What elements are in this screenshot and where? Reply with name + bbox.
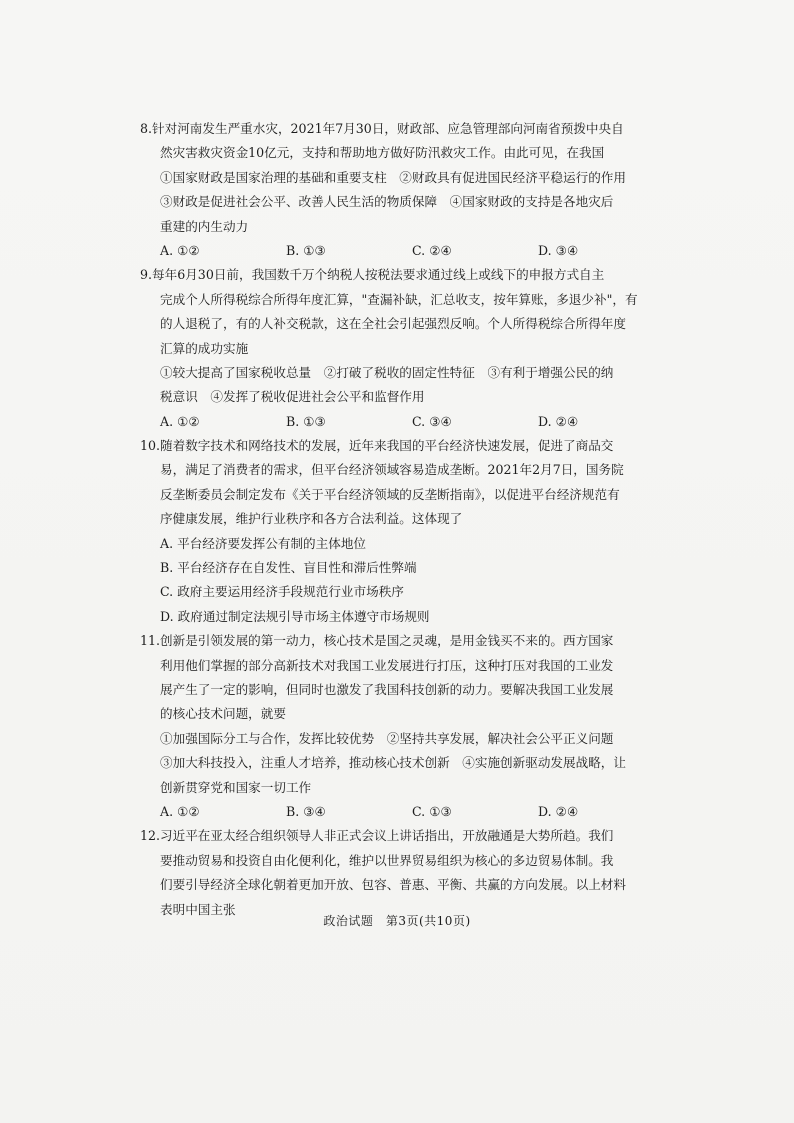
option-a: A. ①②	[160, 413, 200, 429]
option-d: D. 政府通过制定法规引导市场主体遵守市场规则	[160, 608, 430, 624]
option-c: C. ②④	[412, 242, 452, 258]
page-footer: 政治试题 第3页(共10页)	[323, 914, 471, 928]
question-11-stem-line: 的核心技术问题，就要	[160, 706, 286, 722]
option-c: C. ③④	[412, 413, 452, 429]
question-12	[140, 824, 640, 922]
question-9-statement-line: ①较大提高了国家税收总量 ②打破了税收的固定性特征 ③有利于增强公民的纳	[160, 364, 614, 380]
question-area	[140, 117, 640, 922]
question-8-stem-line: 8.针对河南发生严重水灾，2021年7月30日，财政部、应急管理部向河南省预拨中央自	[140, 121, 624, 136]
option-d: D. ③④	[538, 242, 579, 258]
option-b: B. 平台经济存在自发性、盲目性和滞后性弊端	[160, 560, 417, 576]
question-8-stem-line: 然灾害救灾资金10亿元，支持和帮助地方做好防汛救灾工作。由此可见，在我国	[160, 145, 605, 161]
question-9-stem-line: 的人退税了，有的人补交税款，这在全社会引起强烈反响。个人所得税综合所得年度	[160, 316, 626, 332]
question-9	[140, 263, 640, 434]
question-12-stem-line: 要推动贸易和投资自由化便利化，维护以世界贸易组织为核心的多边贸易体制。我	[160, 852, 614, 868]
question-10-stem-line: 10.随着数字技术和网络技术的发展，近年来我国的平台经济快速发展，促进了商品交	[140, 438, 614, 454]
question-10-stem-line: 序健康发展，维护行业秩序和各方合法利益。这体现了	[160, 511, 463, 527]
question-9-stem-line: 汇算的成功实施	[160, 340, 249, 356]
question-9-options	[140, 410, 640, 434]
option-d: D. ②④	[538, 413, 579, 429]
question-9-stem-line: 完成个人所得税综合所得年度汇算，"查漏补缺，汇总收支，按年算账，多退少补"，有	[160, 291, 638, 307]
question-8-statement-line: 重建的内生动力	[160, 218, 249, 234]
question-10-stem-line: 反垄断委员会制定发布《关于平台经济领域的反垄断指南》，以促进平台经济规范有	[160, 486, 620, 502]
question-9-stem-line: 9.每年6月30日前，我国数千万个纳税人按税法要求通过线上或线下的申报方式自主	[140, 267, 605, 283]
option-b: B. ①③	[286, 413, 326, 429]
question-11-stem-line: 11.创新是引领发展的第一动力，核心技术是国之灵魂，是用金钱买不来的。西方国家	[140, 633, 614, 649]
option-a: A. ①②	[160, 803, 200, 819]
question-11	[140, 629, 640, 824]
question-8-statement-line: ①国家财政是国家治理的基础和重要支柱 ②财政具有促进国民经济平稳运行的作用	[160, 169, 626, 185]
question-12-stem-line: 们要引导经济全球化朝着更加开放、包容、普惠、平衡、共赢的方向发展。以上材料	[160, 877, 626, 893]
question-11-options	[140, 800, 640, 824]
option-c: C. ①③	[412, 803, 452, 819]
question-10-stem-line: 易，满足了消费者的需求，但平台经济领域容易造成垄断。2021年2月7日，国务院	[160, 462, 624, 478]
option-a: A. ①②	[160, 242, 200, 258]
question-12-stem-line: 表明中国主张	[160, 901, 236, 917]
option-c: C. 政府主要运用经济手段规范行业市场秩序	[160, 584, 404, 600]
question-8	[140, 117, 640, 263]
question-12-stem-line: 12.习近平在亚太经合组织领导人非正式会议上讲话指出，开放融通是大势所趋。我们	[140, 828, 614, 844]
question-11-statement-line: 创新贯穿党和国家一切工作	[160, 779, 312, 795]
question-11-statement-line: ①加强国际分工与合作，发挥比较优势 ②坚持共享发展，解决社会公平正义问题	[160, 730, 614, 746]
question-8-options	[140, 239, 640, 263]
option-a: A. 平台经济要发挥公有制的主体地位	[160, 535, 367, 551]
question-11-stem-line: 利用他们掌握的部分高新技术对我国工业发展进行打压，这种打压对我国的工业发	[160, 657, 614, 673]
question-11-statement-line: ③加大科技投入，注重人才培养，推动核心技术创新 ④实施创新驱动发展战略，让	[160, 755, 626, 771]
question-9-statement-line: 税意识 ④发挥了税收促进社会公平和监督作用	[160, 389, 425, 405]
option-b: B. ①③	[286, 242, 326, 258]
option-b: B. ③④	[286, 803, 326, 819]
question-11-stem-line: 展产生了一定的影响，但同时也激发了我国科技创新的动力。要解决我国工业发展	[160, 681, 614, 697]
option-d: D. ②④	[538, 803, 579, 819]
question-10	[140, 434, 640, 629]
question-8-statement-line: ③财政是促进社会公平、改善人民生活的物质保障 ④国家财政的支持是各地灾后	[160, 194, 614, 210]
